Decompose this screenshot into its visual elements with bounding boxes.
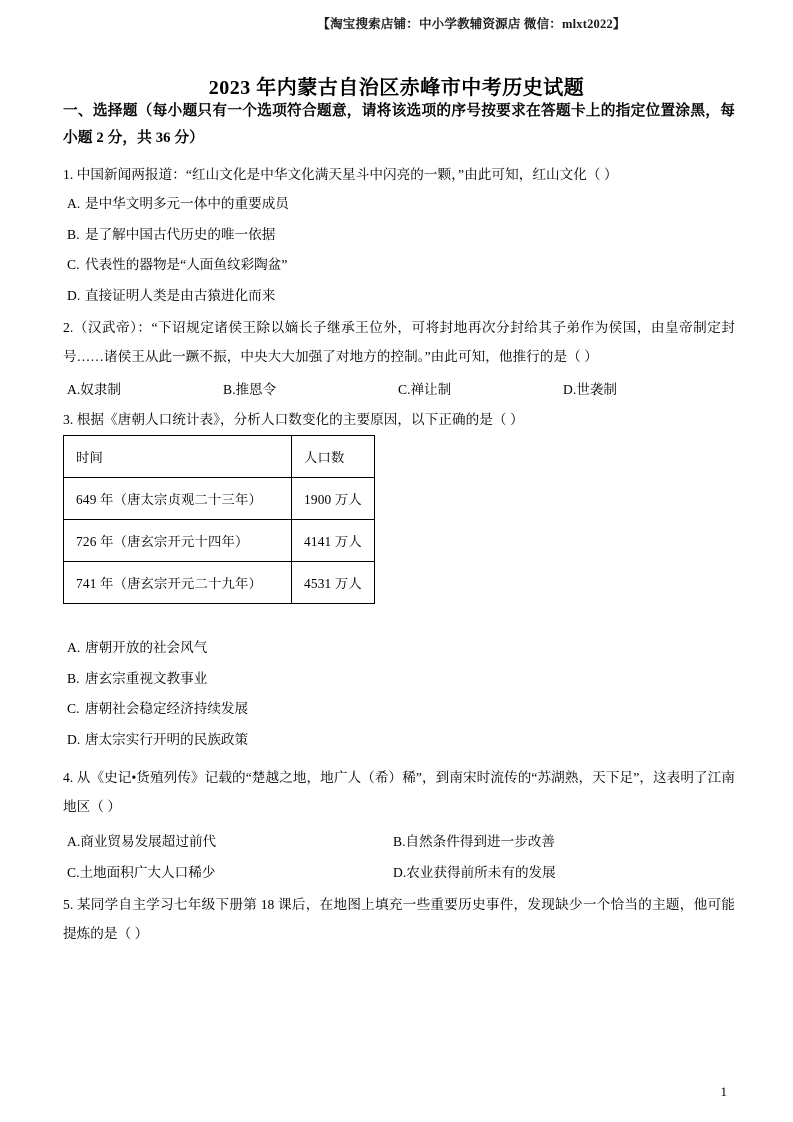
option-text: 是了解中国古代历史的唯一依据 [85, 226, 276, 242]
option-label: C. [67, 701, 80, 716]
question-3-stem: 3. 根据《唐朝人口统计表》，分析人口数变化的主要原因，以下正确的是（ ） [63, 412, 524, 427]
question-3-options [63, 633, 735, 755]
option-label: B. [67, 670, 80, 686]
option-text: 土地面积广大人口稀少 [79, 864, 216, 880]
option-text: 世袭制 [576, 382, 617, 397]
section-one-heading: 一、选择题（每小题只有一个选项符合题意，请将该选项的序号按要求在答题卡上的指定位置涂黑，每小题 2 分，共 36 分） [63, 103, 735, 146]
page-title: 2023 年内蒙古自治区赤峰市中考历史试题 [208, 77, 585, 100]
shop-banner-text: 【淘宝搜索店铺：中小学教辅资源店 微信：mlxt2022】 [317, 17, 626, 31]
question-2-option-a[interactable] [67, 375, 121, 405]
table-row [64, 520, 375, 562]
question-4-options-row-2 [63, 858, 735, 889]
question-2 [63, 313, 735, 405]
option-text: 唐朝社会稳定经济持续发展 [85, 701, 249, 716]
question-3-option-b[interactable] [63, 664, 735, 695]
option-text: 推恩令 [235, 382, 277, 397]
question-3-option-a[interactable] [63, 633, 735, 664]
option-text: 唐太宗实行开明的民族政策 [85, 731, 249, 747]
option-label: A. [67, 382, 81, 397]
option-text: 代表性的器物是“人面鱼纹彩陶盆” [85, 257, 288, 272]
option-label: B. [223, 382, 236, 397]
question-4-options-row-1 [63, 827, 735, 858]
question-3 [63, 405, 735, 434]
option-label: C. [398, 382, 411, 397]
table-cell-time: 649 年（唐太宗贞观二十三年） [64, 478, 292, 520]
question-1-options [63, 189, 735, 311]
option-label: D. [67, 731, 81, 747]
question-2-options [63, 375, 735, 405]
question-1-option-c[interactable] [63, 250, 735, 281]
option-label: B. [393, 834, 406, 849]
option-label: A. [67, 834, 81, 849]
option-label: B. [67, 226, 80, 242]
table-row [64, 478, 375, 520]
option-label: C. [67, 864, 80, 880]
option-text: 唐玄宗重视文教事业 [85, 670, 208, 686]
question-1-option-d[interactable] [63, 281, 735, 312]
question-1-option-a[interactable] [63, 189, 735, 220]
option-label: D. [393, 864, 407, 880]
option-text: 农业获得前所未有的发展 [406, 864, 556, 880]
option-text: 是中华文明多元一体中的重要成员 [85, 196, 289, 211]
table-cell-population: 1900 万人 [292, 478, 375, 520]
table-row [64, 562, 375, 604]
table-header-population: 人口数 [292, 436, 375, 478]
question-1 [63, 160, 735, 311]
page-number: 1 [720, 1084, 727, 1099]
table-header-time: 时间 [64, 436, 292, 478]
tang-population-table [63, 435, 375, 604]
question-2-option-b[interactable] [223, 375, 276, 405]
question-5 [63, 890, 735, 948]
question-4 [63, 763, 735, 888]
option-label: D. [563, 382, 577, 397]
question-3-options-block [63, 633, 735, 755]
option-text: 禅让制 [410, 382, 452, 397]
table-header-row [64, 436, 375, 478]
question-2-option-c[interactable] [398, 375, 451, 405]
question-3-option-c[interactable] [63, 694, 735, 725]
option-label: A. [67, 196, 81, 211]
table-cell-population: 4141 万人 [292, 520, 375, 562]
question-2-option-d[interactable] [563, 375, 617, 405]
option-label: A. [67, 640, 81, 655]
question-4-option-c[interactable] [67, 858, 215, 889]
question-4-option-a[interactable] [67, 827, 216, 858]
question-4-options [63, 827, 735, 888]
question-4-option-b[interactable] [393, 827, 555, 858]
option-label: C. [67, 257, 80, 272]
table-cell-population: 4531 万人 [292, 562, 375, 604]
option-text: 直接证明人类是由古猿进化而来 [85, 287, 276, 303]
option-text: 奴隶制 [80, 382, 121, 397]
question-1-stem: 1. 中国新闻两报道：“红山文化是中华文化满天星斗中闪亮的一颗，”由此可知，红山文化（ ） [63, 167, 618, 182]
option-text: 商业贸易发展超过前代 [80, 834, 217, 849]
question-1-option-b[interactable] [63, 220, 735, 251]
option-text: 自然条件得到进一步改善 [405, 834, 555, 849]
table-cell-time: 726 年（唐玄宗开元十四年） [64, 520, 292, 562]
question-5-stem: 5. 某同学自主学习七年级下册第 18 课后，在地图上填充一些重要历史事件，发现缺少一个恰当的主题，他可能提炼的是（ ） [63, 897, 735, 941]
option-label: D. [67, 287, 81, 303]
question-4-option-d[interactable] [393, 858, 556, 889]
option-text: 唐朝开放的社会风气 [85, 640, 208, 655]
table-cell-time: 741 年（唐玄宗开元二十九年） [64, 562, 292, 604]
question-2-stem: 2.（汉武帝）：“下诏规定诸侯王除以嫡长子继承王位外，可将封地再次分封给其子弟作为侯国，由皇帝制定封号……诸侯王从此一蹶不振，中央大大加强了对地方的控制。”由此可知，他推行的是（ ） [63, 320, 735, 364]
question-3-option-d[interactable] [63, 725, 735, 756]
question-4-stem: 4. 从《史记•货殖列传》记载的“楚越之地，地广人（希）稀”，到南宋时流传的“苏湖熟，天下足”，这表明了江南地区（ ） [63, 770, 735, 814]
